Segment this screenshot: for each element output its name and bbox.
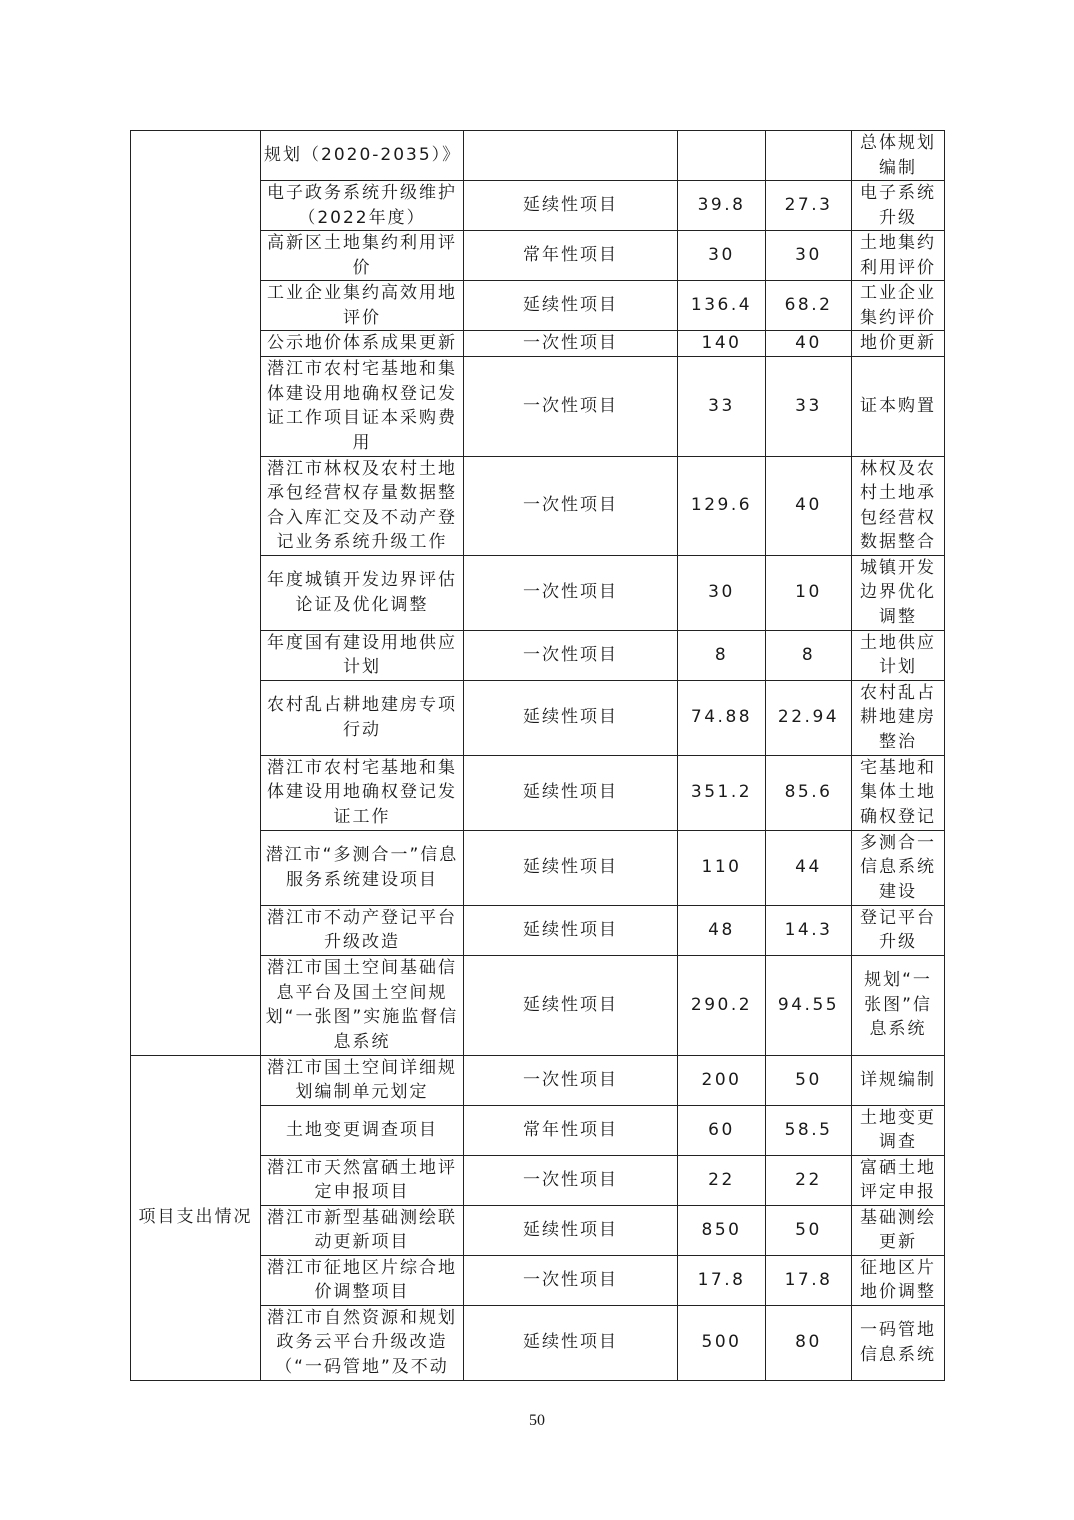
project-type-cell: 一次性项目 — [464, 356, 678, 456]
current-amount-cell: 17.8 — [766, 1255, 852, 1305]
project-content-cell: 详规编制 — [852, 1055, 945, 1105]
project-content-cell: 土地集约利用评价 — [852, 231, 945, 281]
total-amount-cell: 8 — [678, 630, 766, 680]
project-content-cell: 土地变更调查 — [852, 1105, 945, 1155]
project-content-cell: 宅基地和集体土地确权登记 — [852, 755, 945, 830]
project-type-cell: 延续性项目 — [464, 955, 678, 1055]
current-amount-cell: 14.3 — [766, 905, 852, 955]
total-amount-cell: 39.8 — [678, 181, 766, 231]
project-name-cell: 潜江市新型基础测绘联动更新项目 — [261, 1205, 464, 1255]
project-name-cell: 潜江市天然富硒土地评定申报项目 — [261, 1155, 464, 1205]
section-label-cell-empty — [131, 131, 261, 1056]
project-type-cell: 常年性项目 — [464, 1105, 678, 1155]
table-row — [131, 131, 945, 181]
project-budget-table — [130, 130, 945, 1381]
project-name-cell: 土地变更调查项目 — [261, 1105, 464, 1155]
page-number: 50 — [529, 1412, 545, 1429]
current-amount-cell: 22.94 — [766, 680, 852, 755]
current-amount-cell: 50 — [766, 1055, 852, 1105]
project-name-cell: 农村乱占耕地建房专项行动 — [261, 680, 464, 755]
total-amount-cell: 136.4 — [678, 281, 766, 331]
project-type-cell: 延续性项目 — [464, 281, 678, 331]
project-type-cell — [464, 131, 678, 181]
project-content-cell: 总体规划编制 — [852, 131, 945, 181]
current-amount-cell: 50 — [766, 1205, 852, 1255]
total-amount-cell: 74.88 — [678, 680, 766, 755]
total-amount-cell: 30 — [678, 555, 766, 630]
project-name-cell: 潜江市国土空间详细规划编制单元划定 — [261, 1055, 464, 1105]
total-amount-cell: 33 — [678, 356, 766, 456]
project-name-cell: 潜江市自然资源和规划政务云平台升级改造（“一码管地”及不动 — [261, 1305, 464, 1380]
project-content-cell: 多测合一信息系统建设 — [852, 830, 945, 905]
current-amount-cell: 10 — [766, 555, 852, 630]
project-type-cell: 延续性项目 — [464, 830, 678, 905]
current-amount-cell: 8 — [766, 630, 852, 680]
project-content-cell: 富硒土地评定申报 — [852, 1155, 945, 1205]
total-amount-cell: 351.2 — [678, 755, 766, 830]
total-amount-cell: 290.2 — [678, 955, 766, 1055]
table-row — [131, 1055, 945, 1105]
project-name-cell: 年度国有建设用地供应计划 — [261, 630, 464, 680]
project-content-cell: 工业企业集约评价 — [852, 281, 945, 331]
current-amount-cell: 85.6 — [766, 755, 852, 830]
project-type-cell: 延续性项目 — [464, 680, 678, 755]
project-content-cell: 一码管地信息系统 — [852, 1305, 945, 1380]
project-name-cell: 公示地价体系成果更新 — [261, 331, 464, 357]
current-amount-cell: 44 — [766, 830, 852, 905]
project-type-cell: 一次性项目 — [464, 630, 678, 680]
project-name-cell: 潜江市农村宅基地和集体建设用地确权登记发证工作 — [261, 755, 464, 830]
current-amount-cell: 30 — [766, 231, 852, 281]
project-content-cell: 电子系统升级 — [852, 181, 945, 231]
project-type-cell: 一次性项目 — [464, 456, 678, 555]
project-content-cell: 林权及农村土地承包经营权数据整合 — [852, 456, 945, 555]
project-name-cell: 规划（2020-2035）》 — [261, 131, 464, 181]
total-amount-cell: 200 — [678, 1055, 766, 1105]
project-content-cell: 证本购置 — [852, 356, 945, 456]
total-amount-cell: 60 — [678, 1105, 766, 1155]
project-name-cell: 潜江市国土空间基础信息平台及国土空间规划“一张图”实施监督信息系统 — [261, 955, 464, 1055]
current-amount-cell: 58.5 — [766, 1105, 852, 1155]
project-type-cell: 一次性项目 — [464, 555, 678, 630]
project-type-cell: 延续性项目 — [464, 1305, 678, 1380]
total-amount-cell: 850 — [678, 1205, 766, 1255]
total-amount-cell: 500 — [678, 1305, 766, 1380]
current-amount-cell: 68.2 — [766, 281, 852, 331]
project-content-cell: 地价更新 — [852, 331, 945, 357]
current-amount-cell: 94.55 — [766, 955, 852, 1055]
total-amount-cell: 110 — [678, 830, 766, 905]
project-type-cell: 一次性项目 — [464, 1055, 678, 1105]
project-type-cell: 一次性项目 — [464, 1155, 678, 1205]
project-type-cell: 延续性项目 — [464, 1205, 678, 1255]
project-type-cell: 延续性项目 — [464, 905, 678, 955]
total-amount-cell — [678, 131, 766, 181]
project-type-cell: 延续性项目 — [464, 755, 678, 830]
project-type-cell: 常年性项目 — [464, 231, 678, 281]
project-content-cell: 基础测绘更新 — [852, 1205, 945, 1255]
project-name-cell: 潜江市不动产登记平台升级改造 — [261, 905, 464, 955]
project-name-cell: 工业企业集约高效用地评价 — [261, 281, 464, 331]
current-amount-cell: 27.3 — [766, 181, 852, 231]
total-amount-cell: 22 — [678, 1155, 766, 1205]
current-amount-cell: 22 — [766, 1155, 852, 1205]
section-label-cell: 项目支出情况 — [131, 1055, 261, 1380]
current-amount-cell — [766, 131, 852, 181]
project-name-cell: 潜江市“多测合一”信息服务系统建设项目 — [261, 830, 464, 905]
project-name-cell: 电子政务系统升级维护（2022年度） — [261, 181, 464, 231]
current-amount-cell: 40 — [766, 456, 852, 555]
project-content-cell: 登记平台升级 — [852, 905, 945, 955]
current-amount-cell: 33 — [766, 356, 852, 456]
project-name-cell: 潜江市农村宅基地和集体建设用地确权登记发证工作项目证本采购费用 — [261, 356, 464, 456]
project-content-cell: 土地供应计划 — [852, 630, 945, 680]
current-amount-cell: 40 — [766, 331, 852, 357]
project-type-cell: 一次性项目 — [464, 1255, 678, 1305]
project-content-cell: 规划“一张图”信息系统 — [852, 955, 945, 1055]
total-amount-cell: 48 — [678, 905, 766, 955]
project-type-cell: 延续性项目 — [464, 181, 678, 231]
total-amount-cell: 30 — [678, 231, 766, 281]
project-content-cell: 农村乱占耕地建房整治 — [852, 680, 945, 755]
total-amount-cell: 17.8 — [678, 1255, 766, 1305]
total-amount-cell: 140 — [678, 331, 766, 357]
project-content-cell: 城镇开发边界优化调整 — [852, 555, 945, 630]
current-amount-cell: 80 — [766, 1305, 852, 1380]
project-name-cell: 高新区土地集约利用评价 — [261, 231, 464, 281]
project-name-cell: 年度城镇开发边界评估论证及优化调整 — [261, 555, 464, 630]
project-content-cell: 征地区片地价调整 — [852, 1255, 945, 1305]
project-type-cell: 一次性项目 — [464, 331, 678, 357]
total-amount-cell: 129.6 — [678, 456, 766, 555]
project-name-cell: 潜江市林权及农村土地承包经营权存量数据整合入库汇交及不动产登记业务系统升级工作 — [261, 456, 464, 555]
project-name-cell: 潜江市征地区片综合地价调整项目 — [261, 1255, 464, 1305]
